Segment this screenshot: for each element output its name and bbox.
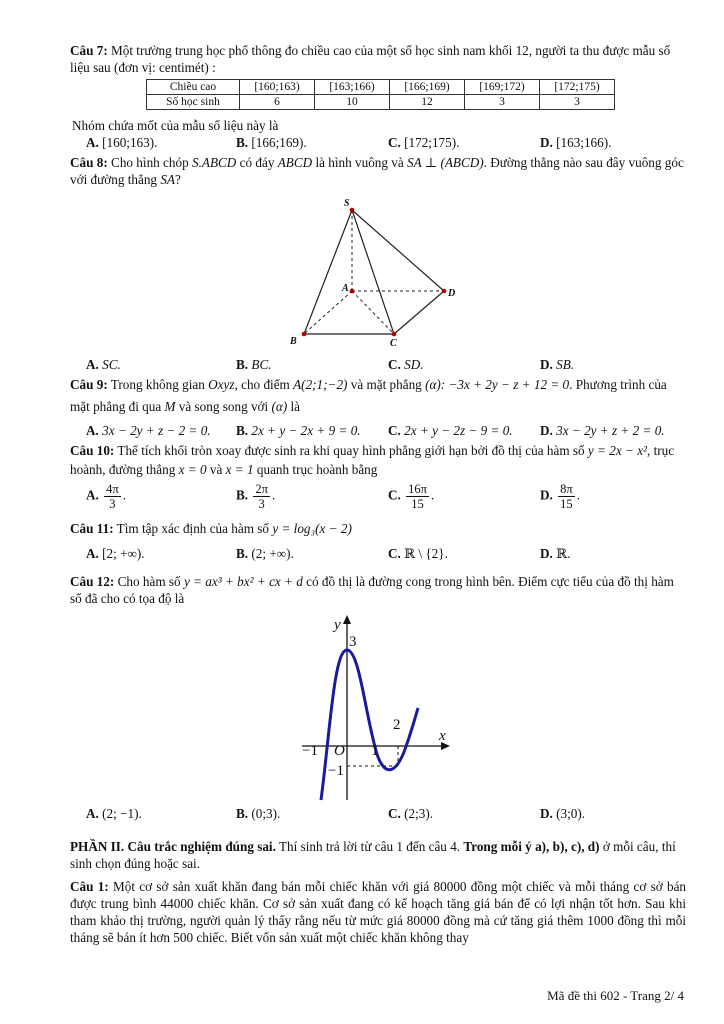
pyramid-figure	[280, 196, 480, 348]
table-cell: [172;175)	[540, 80, 615, 95]
option-a[interactable]: A. [2; +∞).	[86, 546, 145, 561]
label-minus-one-y: −1	[328, 763, 344, 779]
table-cell: 10	[315, 95, 390, 110]
frequency-table	[146, 79, 615, 110]
table-cell: [169;172)	[465, 80, 540, 95]
q12-label: Câu 12:	[70, 574, 115, 589]
table-cell: [166;169)	[390, 80, 465, 95]
q11-options	[86, 545, 686, 563]
point-c	[392, 332, 397, 337]
label-c: C	[390, 338, 397, 348]
label-s: S	[344, 198, 350, 209]
table-cell: 6	[240, 95, 315, 110]
option-a[interactable]: A. (2; −1).	[86, 806, 142, 821]
q9-options	[86, 422, 686, 440]
cubic-graph	[294, 612, 454, 802]
table-row-height	[147, 80, 615, 95]
option-d[interactable]: D. [163;166).	[540, 135, 612, 150]
table-cell: [163;166)	[315, 80, 390, 95]
option-a[interactable]: A. SC.	[86, 357, 121, 372]
q7-question: Nhóm chứa mốt của mẫu số liệu này là	[72, 118, 279, 133]
option-b[interactable]: B. [166;169).	[236, 135, 307, 150]
q11-label: Câu 11:	[70, 521, 114, 536]
question-12: Câu 12: Cho hàm số y = ax³ + bx² + cx + d có đồ thị là đường cong trong hình bên. Điểm cực tiểu của đồ thị hàm số đã cho có tọa độ là	[70, 574, 674, 606]
option-c[interactable]: C. ℝ \ {2}.	[388, 546, 448, 561]
page-footer: Mã đề thi 602 - Trang 2/ 4	[547, 988, 684, 1003]
part-2-heading: PHẦN II. Câu trắc nghiệm đúng sai. Thí sinh trả lời từ câu 1 đến câu 4. Trong mỗi ý a), b), c), d) ở mỗi câu, thí sinh chọn đúng hoặc sai.	[70, 839, 676, 871]
option-a[interactable]: A. [160;163).	[86, 135, 158, 150]
q9-label: Câu 9:	[70, 377, 108, 392]
label-one: 1	[371, 743, 379, 759]
q8-options	[86, 356, 686, 374]
label-three: 3	[349, 634, 357, 650]
point-s	[350, 208, 355, 213]
question-7	[70, 42, 686, 76]
option-d[interactable]: D. ℝ.	[540, 546, 571, 561]
diag-ac	[352, 291, 394, 334]
table-row-count	[147, 95, 615, 110]
q10-label: Câu 10:	[70, 443, 115, 458]
y-axis-arrow	[343, 615, 351, 624]
table-cell: [160;163)	[240, 80, 315, 95]
option-d[interactable]: D. (3;0).	[540, 806, 586, 821]
option-c[interactable]: C. SD.	[388, 357, 424, 372]
part-2-question-1: Câu 1: Một cơ sở sản xuất khăn đang bán mỗi chiếc khăn với giá 80000 đồng một chiếc và mỗi tháng cơ sở bán được trung bình 44000 chiếc khăn. Cơ sở sản xuất đang có kế hoạch tăng giá bán để có lợi nhận tốt hơn. Sau khi tham khảo thị trường, người quản lý thấy rằng nếu từ mức giá 80000 đồng mà cứ tăng giá thêm 1000 đồng thì mỗi tháng sẽ bán ít hơn 500 chiếc. Biết vốn sản xuất một chiếc khăn không thay	[70, 879, 687, 945]
label-b: B	[290, 336, 297, 347]
option-a[interactable]: A. 3x − 2y + z − 2 = 0.	[86, 423, 211, 438]
label-d: D	[448, 288, 456, 299]
q8-label: Câu 8:	[70, 155, 108, 170]
label-two: 2	[393, 717, 401, 733]
label-x: x	[439, 728, 446, 744]
point-d	[442, 289, 447, 294]
option-d[interactable]: D. 3x − 2y + z + 2 = 0.	[540, 423, 665, 438]
edge-cd	[394, 291, 444, 334]
option-c[interactable]: C. 2x + y − 2z − 9 = 0.	[388, 423, 513, 438]
question-9: Câu 9: Trong không gian Oxyz, cho điểm A(2;1;−2) và mặt phẳng (α): −3x + 2y − z + 12 = 0. Phương trình của mặt phẳng đi qua M và song song với (α) là	[70, 377, 667, 414]
option-b[interactable]: B. 2x + y − 2x + 9 = 0.	[236, 423, 361, 438]
option-d[interactable]: D. $\frac{8\pi}{15}$ .	[540, 482, 580, 511]
question-8: Câu 8: Cho hình chóp S.ABCD có đáy ABCD là hình vuông và SA ⊥ (ABCD). Đường thẳng nào sau đây vuông góc với đường thẳng SA?	[70, 155, 684, 187]
option-c[interactable]: C. (2;3).	[388, 806, 434, 821]
option-b[interactable]: B. BC.	[236, 357, 272, 372]
q7-label: Câu 7:	[70, 43, 108, 58]
label-a: A	[342, 283, 349, 294]
table-header-height: Chiều cao	[147, 80, 240, 95]
table-header-count: Số học sinh	[147, 95, 240, 110]
c1-label: Câu 1:	[70, 879, 109, 894]
q10-options	[86, 482, 686, 516]
point-a	[350, 289, 355, 294]
option-b[interactable]: B. $\frac{2\pi}{3}$ .	[236, 482, 276, 511]
q7-options	[86, 134, 686, 152]
label-origin: O	[334, 743, 345, 759]
label-minus-one-x: −1	[302, 743, 318, 759]
point-b	[302, 332, 307, 337]
label-y: y	[334, 617, 341, 633]
table-cell: 3	[540, 95, 615, 110]
question-11: Câu 11: Tìm tập xác định của hàm số y = log₃(x − 2)	[70, 521, 352, 536]
edge-ab	[304, 291, 352, 334]
option-d[interactable]: D. SB.	[540, 357, 575, 372]
edge-sb	[304, 210, 352, 334]
table-cell: 3	[465, 95, 540, 110]
table-cell: 12	[390, 95, 465, 110]
q12-options	[86, 805, 686, 823]
option-c[interactable]: C. $\frac{16\pi}{15}$ .	[388, 482, 435, 511]
q7-text: Một trường trung học phổ thông đo chiều cao của một số học sinh nam khối 12, người ta thu được mẫu số liệu sau (đơn vị: centimét) :	[70, 43, 671, 75]
option-b[interactable]: B. (0;3).	[236, 806, 281, 821]
option-b[interactable]: B. (2; +∞).	[236, 546, 294, 561]
option-a[interactable]: A. $\frac{4\pi}{3}$ .	[86, 482, 126, 511]
question-10: Câu 10: Thể tích khối tròn xoay được sinh ra khi quay hình phẳng giới hạn bởi đồ thị của hàm số y = 2x − x², trục hoành, đường thẳng x = 0 và x = 1 quanh trục hoành bằng	[70, 443, 675, 477]
part-2-title: PHẦN II. Câu trắc nghiệm đúng sai.	[70, 839, 276, 854]
option-c[interactable]: C. [172;175).	[388, 135, 460, 150]
